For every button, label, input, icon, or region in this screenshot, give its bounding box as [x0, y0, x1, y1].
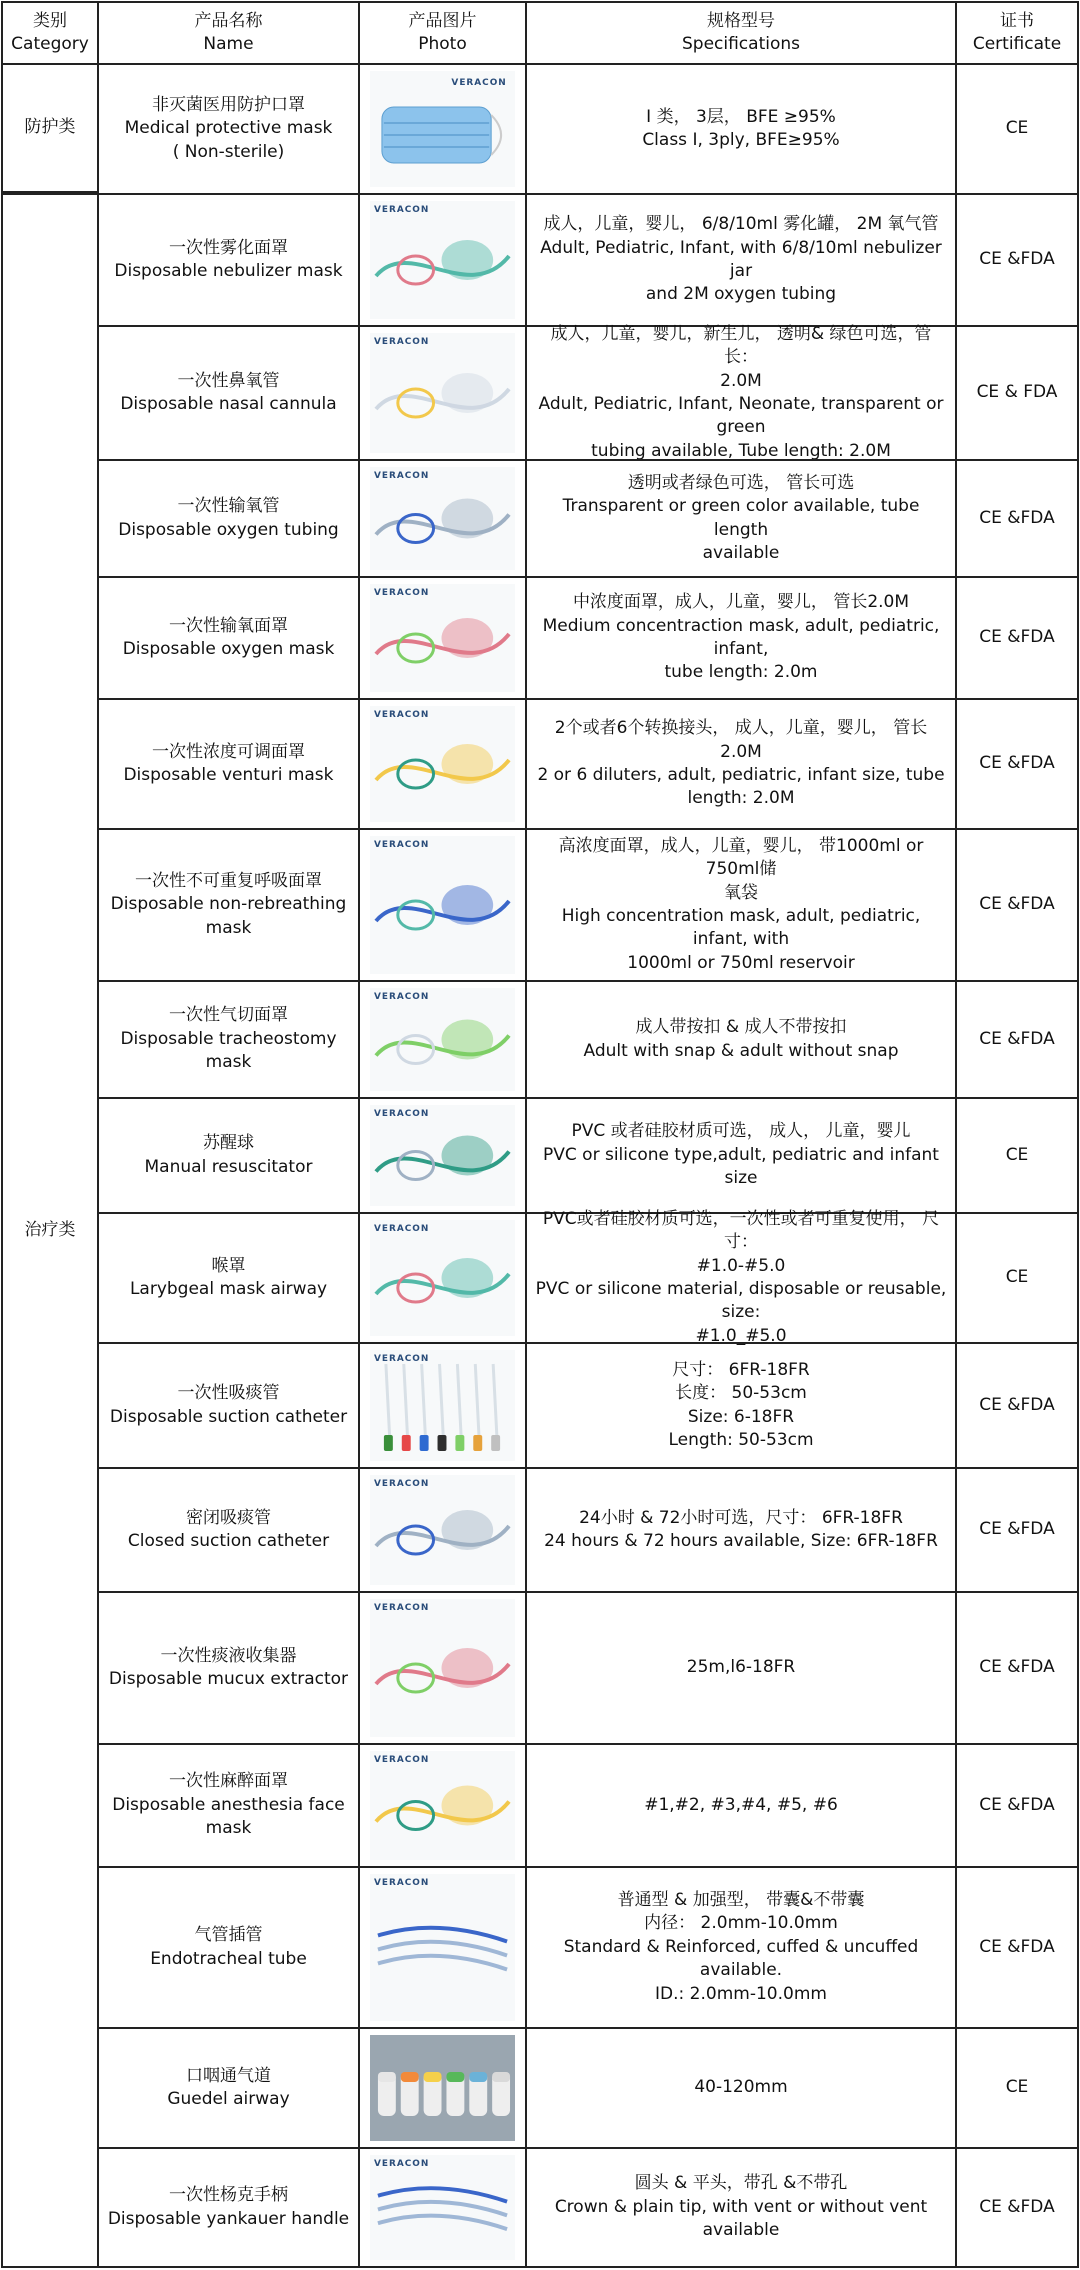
spec-line: 圆头 & 平头，带孔 &不带孔	[634, 2173, 848, 2194]
header-name-line: Name	[203, 34, 254, 54]
spec-line: 透明或者绿色可选， 管长可选	[627, 472, 855, 493]
certificate-cell	[955, 2027, 1079, 2147]
non-rebreathing-mask-icon	[370, 836, 515, 974]
venturi-mask-icon	[370, 706, 515, 822]
certificate-cell	[955, 1342, 1079, 1467]
product-photo-cell	[358, 1591, 525, 1743]
brand-logo: VERACON	[373, 1754, 430, 1766]
product-name-cell	[97, 576, 358, 698]
brand-logo: VERACON	[373, 204, 430, 216]
product-photo-cell	[358, 1342, 525, 1467]
header-category-line: 类别	[33, 10, 67, 31]
header-cert	[955, 1, 1079, 63]
spec-line: 2 or 6 diluters, adult, pediatric, infant size, tube	[537, 765, 945, 785]
brand-logo: VERACON	[373, 1877, 430, 1889]
spec-line: tubing available, Tube length: 2.0M	[591, 440, 891, 461]
spec-line: Length: 50-53cm	[668, 1429, 814, 1450]
product-name-line: mask	[205, 1818, 252, 1839]
spec-line: 尺寸： 6FR-18FR	[672, 1359, 810, 1380]
spec-line: 成人带按扣 & 成人不带按扣	[635, 1017, 847, 1038]
product-name-cell	[97, 1591, 358, 1743]
product-name-line: 一次性吸痰管	[177, 1383, 280, 1404]
certificate-cell	[955, 63, 1079, 193]
product-photo-cell	[358, 325, 525, 459]
product-name-line: Disposable oxygen tubing	[118, 519, 339, 540]
certificate-value: CE &FDA	[979, 249, 1055, 270]
oxygen-tubing-icon	[370, 467, 515, 570]
spec-cell	[525, 1097, 955, 1212]
product-photo-cell	[358, 459, 525, 576]
certificate-cell	[955, 828, 1079, 980]
certificate-value: CE &FDA	[979, 753, 1055, 774]
spec-line: PVC or silicone material, disposable or reusable, size:	[535, 1279, 947, 1323]
spec-line: Adult with snap & adult without snap	[583, 1040, 899, 1061]
product-photo-cell	[358, 1743, 525, 1866]
product-photo-cell	[358, 1212, 525, 1342]
certificate-value: CE &FDA	[979, 1028, 1055, 1049]
brand-logo: VERACON	[373, 839, 430, 851]
product-photo-cell	[358, 980, 525, 1097]
certificate-cell	[955, 1097, 1079, 1212]
product-name-line: Disposable oxygen mask	[122, 639, 335, 659]
certificate-value: CE	[1005, 1144, 1029, 1165]
spec-cell	[525, 193, 955, 325]
certificate-cell	[955, 2147, 1079, 2268]
spec-cell	[525, 1743, 955, 1866]
product-name-cell	[97, 63, 358, 193]
oxygen-mask-icon	[370, 584, 515, 692]
laryngeal-mask-icon	[370, 1220, 515, 1336]
spec-line: Adult, Pediatric, Infant, with 6/8/10ml nebulizer jar	[540, 237, 942, 281]
brand-logo: VERACON	[373, 2158, 430, 2169]
certificate-cell	[955, 459, 1079, 576]
product-name-line: Medical protective mask	[124, 118, 333, 139]
certificate-value: CE &FDA	[979, 1936, 1055, 1957]
product-name-cell	[97, 2147, 358, 2268]
brand-logo: VERACON	[373, 470, 430, 482]
spec-line: length: 2.0M	[687, 788, 795, 809]
product-name-line: 气管插管	[194, 1925, 263, 1946]
resuscitator-icon	[370, 1105, 515, 1206]
product-name-line: Manual resuscitator	[144, 1156, 313, 1177]
spec-line: Adult, Pediatric, Infant, Neonate, transparent or green	[538, 394, 944, 438]
product-name-line: 一次性麻醉面罩	[169, 1771, 288, 1792]
spec-line: 中浓度面罩，成人，儿童，婴儿， 管长2.0M	[572, 592, 910, 613]
product-name-line: 一次性浓度可调面罩	[152, 741, 305, 762]
brand-logo: VERACON	[373, 1353, 430, 1365]
product-photo-cell	[358, 63, 525, 193]
spec-line: Transparent or green color available, tube length	[562, 496, 920, 540]
spec-line: 成人，儿童，婴儿，新生儿， 透明& 绿色可选，管长：	[550, 323, 932, 368]
spec-line: and 2M oxygen tubing	[645, 284, 837, 305]
product-name-cell	[97, 1743, 358, 1866]
product-name-cell	[97, 1866, 358, 2027]
category-label: 治疗类	[24, 1219, 76, 1240]
product-name-line: ( Non-sterile)	[172, 141, 285, 162]
brand-logo: VERACON	[373, 991, 430, 1003]
product-name-cell	[97, 325, 358, 459]
spec-line: 成人，儿童，婴儿， 6/8/10ml 雾化罐， 2M 氧气管	[543, 214, 939, 235]
guedel-airway-icon	[370, 2035, 515, 2141]
product-name-line: 一次性雾化面罩	[169, 237, 288, 258]
spec-cell	[525, 1342, 955, 1467]
spec-line: Medium concentraction mask, adult, pediatric, infant,	[542, 615, 940, 659]
product-name-cell	[97, 2027, 358, 2147]
spec-line: High concentration mask, adult, pediatric, infant, with	[561, 906, 921, 950]
spec-line: 24小时 & 72小时可选，尺寸： 6FR-18FR	[579, 1507, 903, 1528]
header-spec-line: 规格型号	[707, 10, 775, 31]
product-name-line: Larybgeal mask airway	[129, 1279, 328, 1299]
header-cert-line: 证书	[1000, 10, 1034, 31]
product-name-cell	[97, 459, 358, 576]
spec-cell	[525, 1866, 955, 2027]
header-category-line: Category	[11, 34, 89, 54]
certificate-value: CE & FDA	[976, 382, 1058, 403]
certificate-cell	[955, 325, 1079, 459]
header-spec	[525, 1, 955, 63]
certificate-value: CE &FDA	[979, 894, 1055, 915]
product-name-line: Closed suction catheter	[127, 1531, 330, 1551]
product-name-line: 非灭菌医用防护口罩	[152, 94, 305, 115]
yankauer-handle-icon	[370, 2155, 515, 2260]
header-spec-line: Specifications	[681, 34, 800, 54]
spec-cell	[525, 459, 955, 576]
product-name-cell	[97, 980, 358, 1097]
spec-line: tube length: 2.0m	[664, 662, 818, 683]
endotracheal-tube-icon	[370, 1874, 515, 2021]
spec-cell	[525, 1591, 955, 1743]
spec-cell	[525, 2147, 955, 2268]
spec-line: Standard & Reinforced, cuffed & uncuffed available.	[563, 1936, 919, 1981]
product-name-line: 一次性鼻氧管	[177, 370, 280, 391]
product-photo-cell	[358, 576, 525, 698]
category-cell	[1, 193, 97, 2268]
product-name-cell	[97, 1212, 358, 1342]
certificate-cell	[955, 698, 1079, 828]
product-name-line: Disposable mucux extractor	[108, 1669, 349, 1689]
certificate-value: CE	[1005, 118, 1029, 139]
product-name-line: 一次性气切面罩	[169, 1005, 288, 1026]
spec-line: 25m,l6-18FR	[686, 1657, 796, 1678]
spec-cell	[525, 325, 955, 459]
spec-line: Class I, 3ply, BFE≥95%	[642, 130, 840, 150]
face-mask-icon	[370, 71, 515, 187]
certificate-value: CE	[1005, 1267, 1029, 1288]
product-photo-cell	[358, 2147, 525, 2268]
brand-logo: VERACON	[451, 77, 507, 89]
brand-logo: VERACON	[373, 1478, 430, 1490]
product-name-cell	[97, 1342, 358, 1467]
product-name-line: Guedel airway	[167, 2089, 290, 2109]
spec-cell	[525, 576, 955, 698]
header-cert-line: Certificate	[972, 34, 1062, 54]
certificate-value: CE &FDA	[979, 2196, 1055, 2217]
header-photo-line: 产品图片	[408, 10, 477, 31]
header-photo	[358, 1, 525, 63]
certificate-cell	[955, 1743, 1079, 1866]
spec-line: I 类， 3层， BFE ≥95%	[646, 106, 836, 127]
product-name-line: Disposable yankauer handle	[107, 2208, 350, 2229]
spec-line: PVC 或者硅胶材质可选， 成人， 儿童，婴儿	[571, 1121, 911, 1142]
spec-cell	[525, 1208, 955, 1346]
product-name-line: 一次性杨克手柄	[169, 2185, 288, 2206]
product-name-cell	[97, 193, 358, 325]
product-name-line: 一次性输氧面罩	[169, 615, 288, 636]
spec-line: 1000ml or 750ml reservoir	[627, 952, 855, 973]
product-photo-cell	[358, 1097, 525, 1212]
product-name-cell	[97, 1097, 358, 1212]
product-photo-cell	[358, 698, 525, 828]
product-name-line: Disposable anesthesia face	[112, 1794, 345, 1815]
header-name	[97, 1, 358, 63]
header-photo-line: Photo	[418, 34, 467, 54]
spec-cell	[525, 980, 955, 1097]
tracheostomy-mask-icon	[370, 988, 515, 1091]
spec-line: 40-120mm	[694, 2077, 788, 2098]
spec-line: 普通型 & 加强型， 带囊&不带囊	[617, 1889, 865, 1910]
brand-logo: VERACON	[373, 1602, 430, 1614]
spec-cell	[525, 2027, 955, 2147]
certificate-cell	[955, 980, 1079, 1097]
spec-cell	[525, 828, 955, 980]
certificate-cell	[955, 1591, 1079, 1743]
header-category	[1, 1, 97, 63]
category-label: 防护类	[24, 117, 76, 138]
spec-line: available	[702, 542, 780, 563]
product-name-line: Disposable non-rebreathing	[110, 894, 347, 915]
spec-line: #1.0_#5.0	[695, 1325, 787, 1346]
product-name-line: Disposable nasal cannula	[120, 394, 337, 414]
certificate-value: CE &FDA	[979, 1794, 1055, 1815]
certificate-value: CE &FDA	[979, 1657, 1055, 1678]
certificate-cell	[955, 576, 1079, 698]
spec-line: 24 hours & 72 hours available, Size: 6FR-18FR	[544, 1531, 938, 1551]
nebulizer-mask-icon	[370, 201, 515, 319]
spec-line: #1.0-#5.0	[696, 1255, 786, 1276]
product-name-line: Disposable nebulizer mask	[114, 261, 343, 281]
nasal-cannula-icon	[370, 333, 515, 453]
brand-logo: VERACON	[373, 336, 430, 348]
certificate-cell	[955, 1467, 1079, 1591]
product-name-line: Disposable suction catheter	[109, 1406, 348, 1427]
mucus-extractor-icon	[370, 1599, 515, 1737]
product-name-line: Disposable tracheostomy mask	[120, 1028, 337, 1073]
header-name-line: 产品名称	[194, 10, 263, 31]
product-name-line: 喉罩	[211, 1255, 246, 1276]
spec-line: #1,#2, #3,#4, #5, #6	[644, 1794, 838, 1815]
category-cell	[1, 63, 97, 193]
spec-line: ID.: 2.0mm-10.0mm	[655, 1983, 827, 2004]
product-name-line: 口咽通气道	[186, 2065, 271, 2086]
certificate-cell	[955, 1212, 1079, 1342]
product-name-line: Endotracheal tube	[150, 1948, 307, 1969]
brand-logo: VERACON	[373, 1108, 430, 1120]
product-photo-cell	[358, 193, 525, 325]
spec-line: 氧袋	[724, 882, 758, 903]
certificate-value: CE &FDA	[979, 507, 1055, 528]
certificate-value: CE &FDA	[979, 1519, 1055, 1540]
certificate-cell	[955, 193, 1079, 325]
product-name-line: Disposable venturi mask	[123, 765, 334, 785]
spec-line: Size: 6-18FR	[687, 1406, 795, 1427]
spec-cell	[525, 1467, 955, 1591]
certificate-value: CE	[1005, 2077, 1029, 2098]
brand-logo: VERACON	[373, 587, 430, 599]
brand-logo: VERACON	[373, 709, 430, 721]
certificate-value: CE &FDA	[979, 1394, 1055, 1415]
spec-line: PVC或者硅胶材质可选，一次性或者可重复使用， 尺寸：	[542, 1208, 940, 1253]
product-name-line: 一次性不可重复呼吸面罩	[135, 870, 322, 891]
spec-line: PVC or silicone type,adult, pediatric and infant size	[543, 1144, 939, 1189]
certificate-value: CE &FDA	[979, 627, 1055, 648]
spec-line: 长度： 50-53cm	[675, 1383, 807, 1404]
spec-cell	[525, 63, 955, 193]
product-name-cell	[97, 698, 358, 828]
spec-line: 2个或者6个转换接头， 成人，儿童，婴儿， 管长2.0M	[554, 718, 928, 762]
product-name-cell	[97, 1467, 358, 1591]
closed-suction-icon	[370, 1475, 515, 1585]
brand-logo: VERACON	[373, 1223, 430, 1235]
product-name-line: 苏醒球	[203, 1133, 254, 1154]
anesthesia-mask-icon	[370, 1751, 515, 1860]
product-name-line: mask	[205, 917, 252, 938]
spec-line: 高浓度面罩，成人，儿童，婴儿， 带1000ml or 750ml储	[558, 835, 924, 880]
spec-line: 2.0M	[720, 370, 762, 391]
certificate-cell	[955, 1866, 1079, 2027]
spec-line: 内径： 2.0mm-10.0mm	[644, 1913, 838, 1934]
product-photo-cell	[358, 2027, 525, 2147]
suction-catheter-icon	[370, 1350, 515, 1461]
product-name-line: 一次性痰液收集器	[160, 1645, 297, 1666]
spec-line: Crown & plain tip, with vent or without vent available	[554, 2196, 928, 2241]
product-name-cell	[97, 828, 358, 980]
product-photo-cell	[358, 1866, 525, 2027]
product-name-line: 密闭吸痰管	[186, 1507, 271, 1528]
product-photo-cell	[358, 828, 525, 980]
product-name-line: 一次性输氧管	[177, 496, 280, 517]
product-photo-cell	[358, 1467, 525, 1591]
spec-cell	[525, 698, 955, 828]
